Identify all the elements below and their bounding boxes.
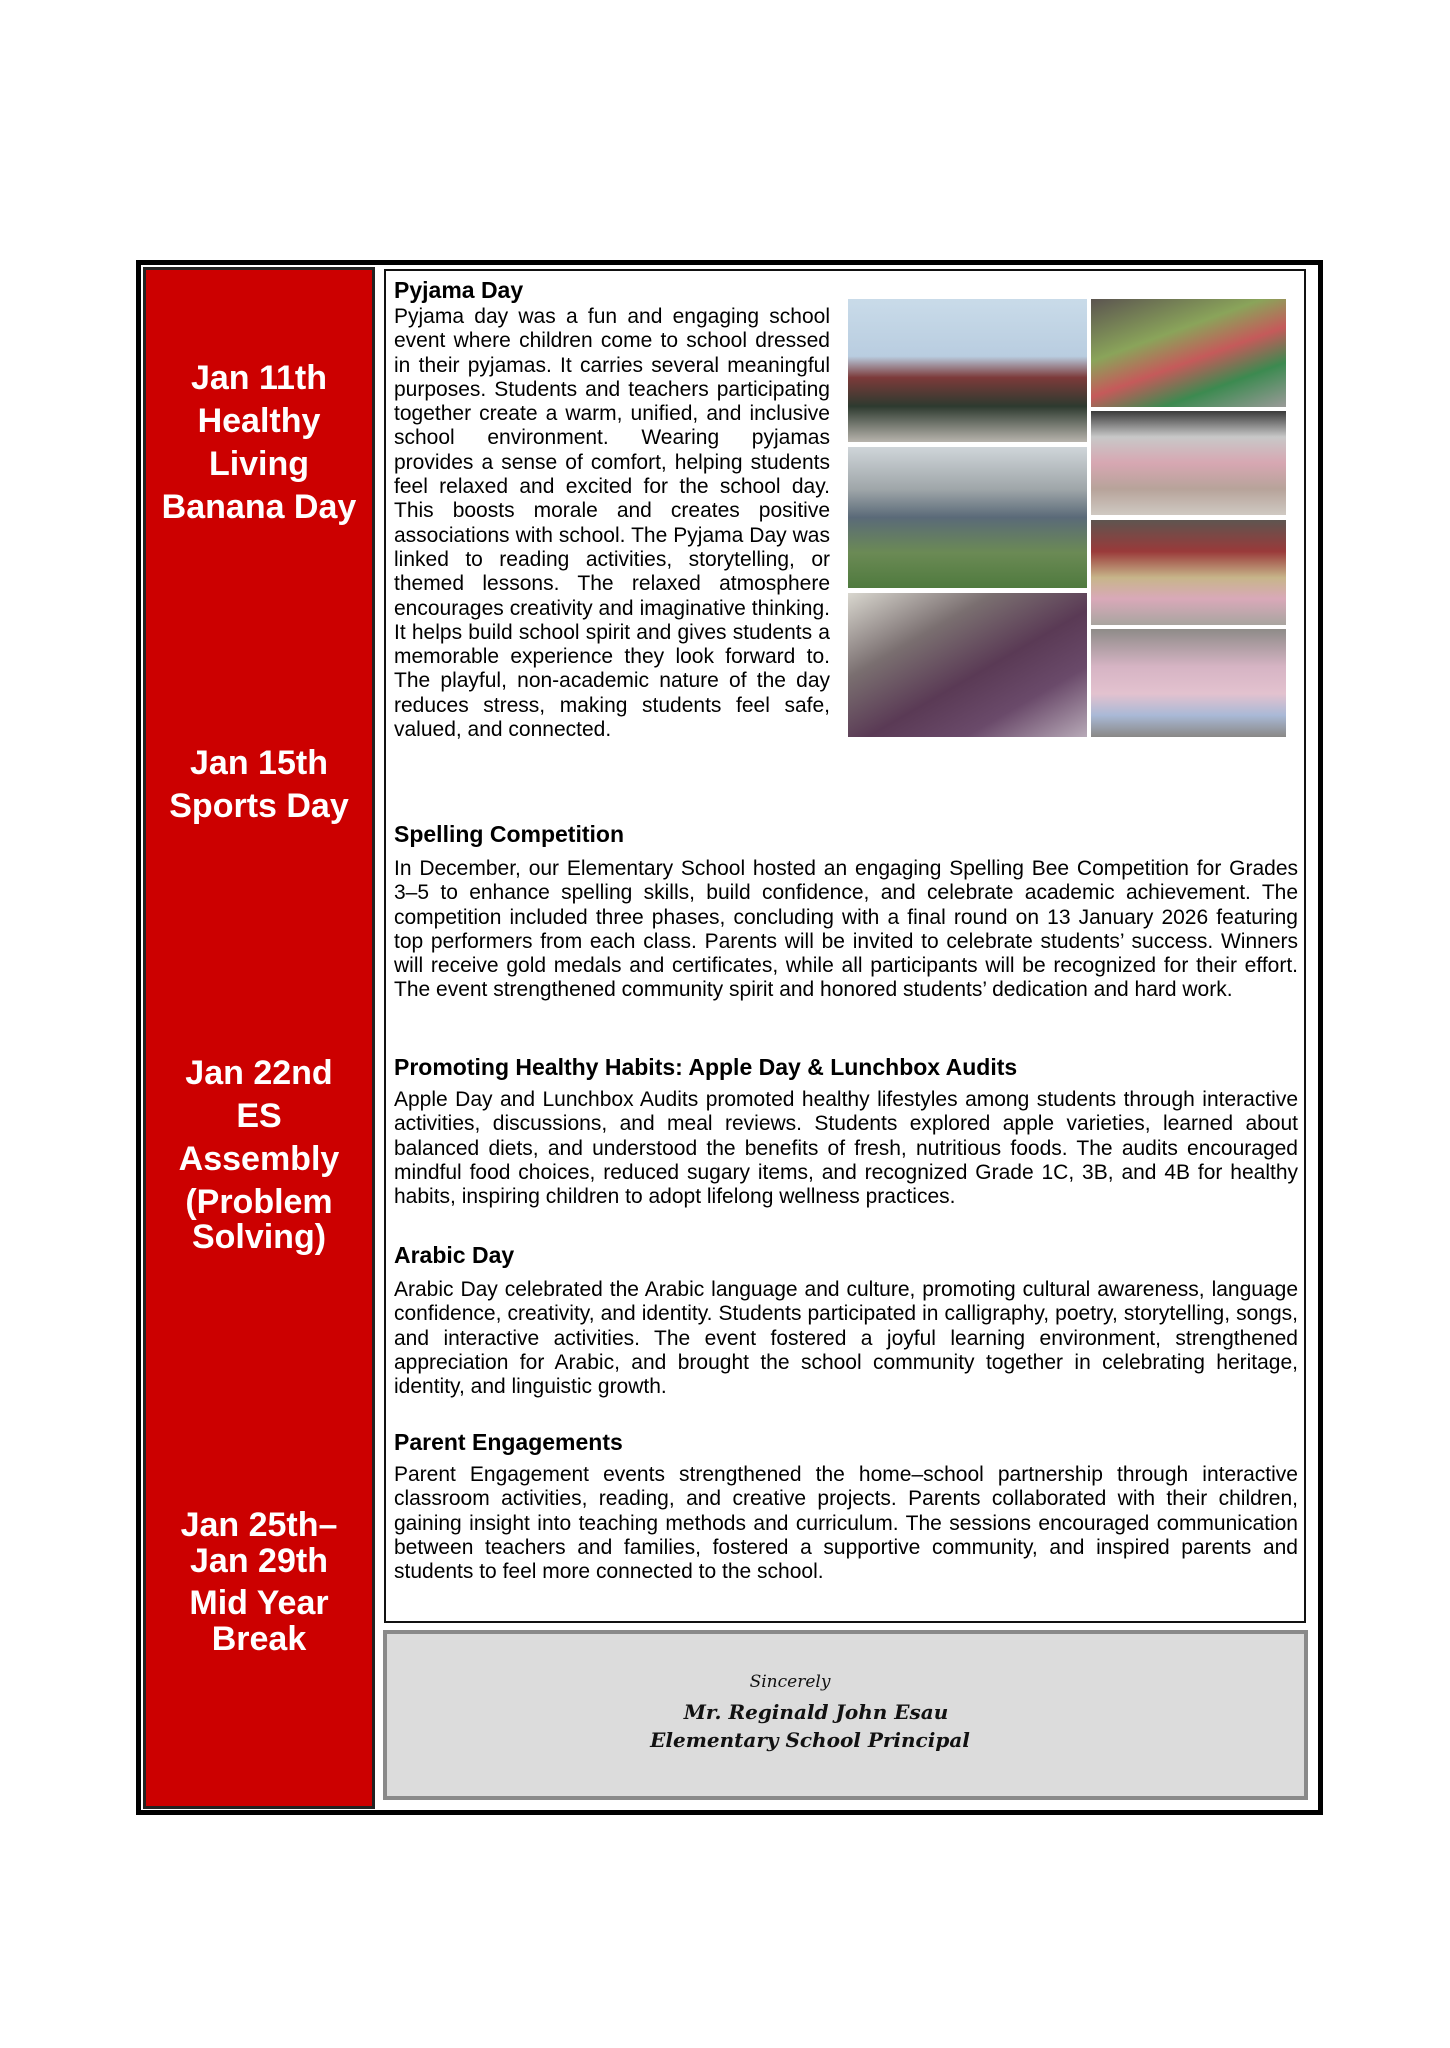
event-banana-day: [146, 357, 372, 529]
event-es-assembly: [146, 1052, 372, 1259]
section-body: Pyjama day was a fun and engaging school event where children come to school dressed in their pyjamas. It carries several meaningful purposes. Students and teachers participating together create a warm, unified, and inclusive school environment. Wearing pyjamas provides a sense of comfort, helping students feel relaxed and excited for the school day. This boosts morale and creates positive associations with school. The Pyjama Day was linked to reading activities, storytelling, or themed lessons. The relaxed atmosphere encourages creativity and imaginative thinking. It helps build school spirit and gives students a memorable experience they look forward to. The playful, non-academic nature of the day reduces stress, making students feel safe, valued, and connected.: [394, 305, 830, 742]
event-mid-year-break: [146, 1507, 372, 1657]
section-title: Pyjama Day: [394, 277, 524, 303]
event-line: Jan 25th–: [180, 1506, 338, 1544]
event-line: Sports Day: [169, 787, 349, 825]
event-line: Solving): [191, 1218, 327, 1256]
signature-title: Elementary School Principal: [650, 1728, 970, 1752]
pyjama-day-photo-collage: [848, 299, 1286, 737]
photo-class-group-classroom: [848, 299, 1087, 442]
event-line: Healthy: [197, 402, 321, 440]
section-title: Promoting Healthy Habits: Apple Day & Lunchbox Audits: [394, 1054, 1018, 1080]
event-line: Living: [208, 445, 310, 483]
event-line: Jan 22nd: [185, 1054, 333, 1092]
event-line: (Problem: [185, 1183, 333, 1221]
signature-name: Mr. Reginald John Esau: [683, 1700, 949, 1724]
event-line: Break: [211, 1620, 307, 1658]
event-line: Banana Day: [161, 488, 357, 526]
photo-class-group-field: [848, 447, 1087, 588]
section-title: Arabic Day: [394, 1242, 515, 1268]
event-line: Jan 29th: [190, 1542, 328, 1580]
signature-closing: Sincerely: [749, 1672, 831, 1692]
section-body: Apple Day and Lunchbox Audits promoted healthy lifestyles among students through interactive activities, discussions, and meal reviews. Students explored apple varieties, learned about balanced diets, and understood the benefits of fresh, nutritious foods. The audits encouraged mindful food choices, reduced sugary items, and recognized Grade 1C, 3B, and 4B for healthy habits, inspiring children to adopt lifelong wellness practices.: [394, 1088, 1298, 1209]
event-line: Jan 15th: [190, 744, 328, 782]
event-line: Assembly: [178, 1140, 340, 1178]
section-title: Parent Engagements: [394, 1429, 623, 1455]
section-body: In December, our Elementary School hosted an engaging Spelling Bee Competition for Grades 3–5 to enhance spelling skills, build confidence, and celebrate academic achievement. The competition included three phases, concluding with a final round on 13 January 2026 featuring top performers from each class. Parents will be invited to celebrate students’ success. Winners will receive gold medals and certificates, while all participants will be recognized for their effort. The event strengthened community spirit and honored students’ dedication and hard work.: [394, 857, 1298, 1002]
event-line: Mid Year: [189, 1584, 329, 1622]
section-body: Parent Engagement events strengthened the home–school partnership through interactive classroom activities, reading, and creative projects. Parents collaborated with their children, gaining insight into teaching methods and curriculum. The sessions encouraged communication between teachers and families, fostered a supportive community, and inspired parents and students to feel more connected to the school.: [394, 1463, 1298, 1584]
event-line: ES: [236, 1097, 282, 1135]
photo-storytelling-circle: [848, 593, 1087, 737]
photo-children-on-carpet: [1091, 299, 1286, 407]
photo-class-group-hall: [1091, 411, 1286, 515]
section-body: Arabic Day celebrated the Arabic language and culture, promoting cultural awareness, language confidence, creativity, and identity. Students participated in calligraphy, poetry, storytelling, songs, and interactive activities. The event fostered a joyful learning environment, strengthened appreciation for Arabic, and brought the school community together in celebrating heritage, identity, and linguistic growth.: [394, 1278, 1298, 1399]
photo-class-group-pink-pyjamas: [1091, 629, 1286, 737]
photo-class-group-library: [1091, 520, 1286, 625]
event-sports-day: [146, 742, 372, 828]
section-title: Spelling Competition: [394, 821, 624, 847]
event-line: Jan 11th: [190, 359, 328, 397]
